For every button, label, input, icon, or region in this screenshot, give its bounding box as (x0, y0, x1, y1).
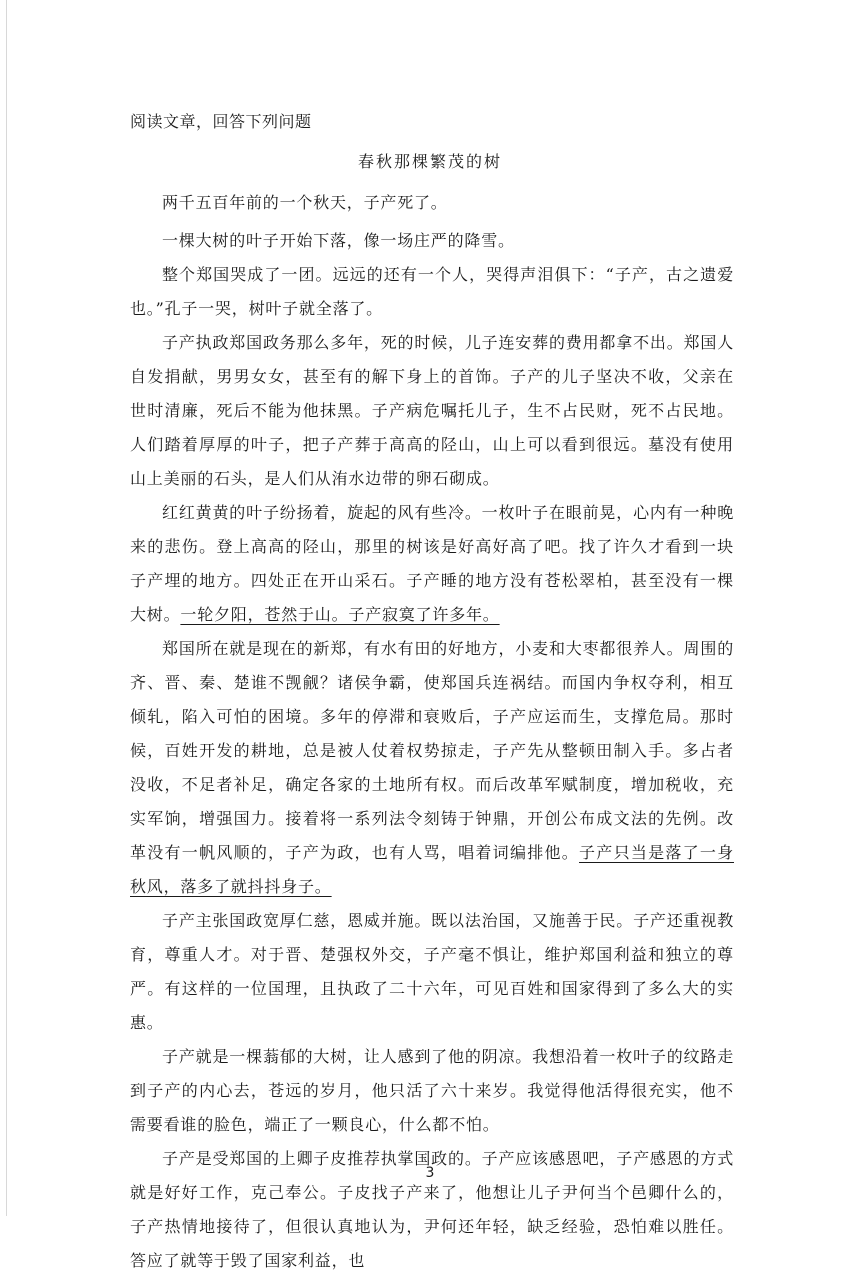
paragraph-text: 子产执政郑国政务那么多年，死的时候，儿子连安葬的费用都拿不出。郑国人自发捐献，男男女女，甚至有的解下身上的首饰。子产的儿子坚决不收，父亲在世时清廉，死后不能为他抹黑。子产病危嘱托儿子，生不占民财，死不占民地。人们踏着厚厚的叶子，把子产葬于高高的陉山，山上可以看到很远。墓没有使用山上美丽的石头，是人们从洧水边带的卵石砌成。 (130, 333, 734, 488)
article-paragraph (130, 326, 734, 496)
question-instruction: 阅读文章，回答下列问题 (130, 112, 312, 131)
paragraph-text: 整个郑国哭成了一团。远远的还有一个人，哭得声泪俱下：“子产，古之遗爱也。”孔子一哭，树叶子就全落了。 (130, 265, 734, 318)
paragraph-text: 红红黄黄的叶子纷扬着，旋起的风有些冷。一枚叶子在眼前晃，心内有一种晚来的悲伤。登上高高的陉山，那里的树该是好高好高了吧。找了许久才看到一块子产埋的地方。四处正在开山采石。子产睡的地方没有苍松翠柏，甚至没有一棵大树。 (130, 503, 734, 624)
paragraph-text: 子产是受郑国的上卿子皮推荐执掌国政的。子产应该感恩吧，子产感恩的方式就是好好工作，克己奉公。子皮找子产来了，他想让儿子尹何当个邑卿什么的，子产热情地接待了，但很认真地认为，尹何还年轻，缺乏经验，恐怕难以胜任。答应了就等于毁了国家利益，也 (130, 1149, 734, 1270)
page-number: 3 (425, 1165, 435, 1181)
paragraph-text: 两千五百年前的一个秋天，子产死了。 (162, 193, 448, 212)
paragraph-text: 一棵大树的叶子开始下落，像一场庄严的降雪。 (162, 231, 515, 250)
article-body (130, 186, 734, 1278)
article-paragraph (130, 496, 734, 632)
underlined-sentence: 一轮夕阳，苍然于山。子产寂寞了许多年。 (180, 605, 500, 624)
article-paragraph (130, 186, 734, 220)
article-paragraph (130, 224, 734, 258)
article-paragraph (130, 258, 734, 326)
article-paragraph (130, 1142, 734, 1278)
paragraph-text: 子产主张国政宽厚仁慈，恩威并施。既以法治国，又施善于民。子产还重视教育，尊重人才。对于晋、楚强权外交，子产毫不惧让，维护郑国利益和独立的尊严。有这样的一位国理，且执政了二十六年，可见百姓和国家得到了多么大的实惠。 (130, 911, 734, 1032)
underlined-sentence: 子产只当是落了一身秋风，落多了就抖抖身子。 (130, 843, 734, 896)
article-title: 春秋那棵繁茂的树 (357, 152, 502, 171)
scan-edge-line (6, 0, 7, 1216)
paragraph-text: 郑国所在就是现在的新郑，有水有田的好地方，小麦和大枣都很养人。周围的齐、晋、秦、楚谁不觊觎？诸侯争霸，使郑国兵连祸结。而国内争权夺利，相互倾轧，陷入可怕的困境。多年的停滞和衰败后，子产应运而生，支撑危局。那时候，百姓开发的耕地，总是被人仗着权势掠走，子产先从整顿田制入手。多占者没收，不足者补足，确定各家的土地所有权。而后改革军赋制度，增加税收，充实军饷，增强国力。接着将一系列法令刻铸于钟鼎，开创公布成文法的先例。改革没有一帆风顺的，子产为政，也有人骂，唱着词编排他。 (130, 639, 734, 862)
article-paragraph (130, 1040, 734, 1142)
article-paragraph (130, 904, 734, 1040)
paragraph-text: 子产就是一棵蓊郁的大树，让人感到了他的阴凉。我想沿着一枚叶子的纹路走到子产的内心去，苍远的岁月，他只活了六十来岁。我觉得他活得很充实，他不需要看谁的脸色，端正了一颗良心，什么都不怕。 (130, 1047, 734, 1134)
article-paragraph (130, 632, 734, 904)
